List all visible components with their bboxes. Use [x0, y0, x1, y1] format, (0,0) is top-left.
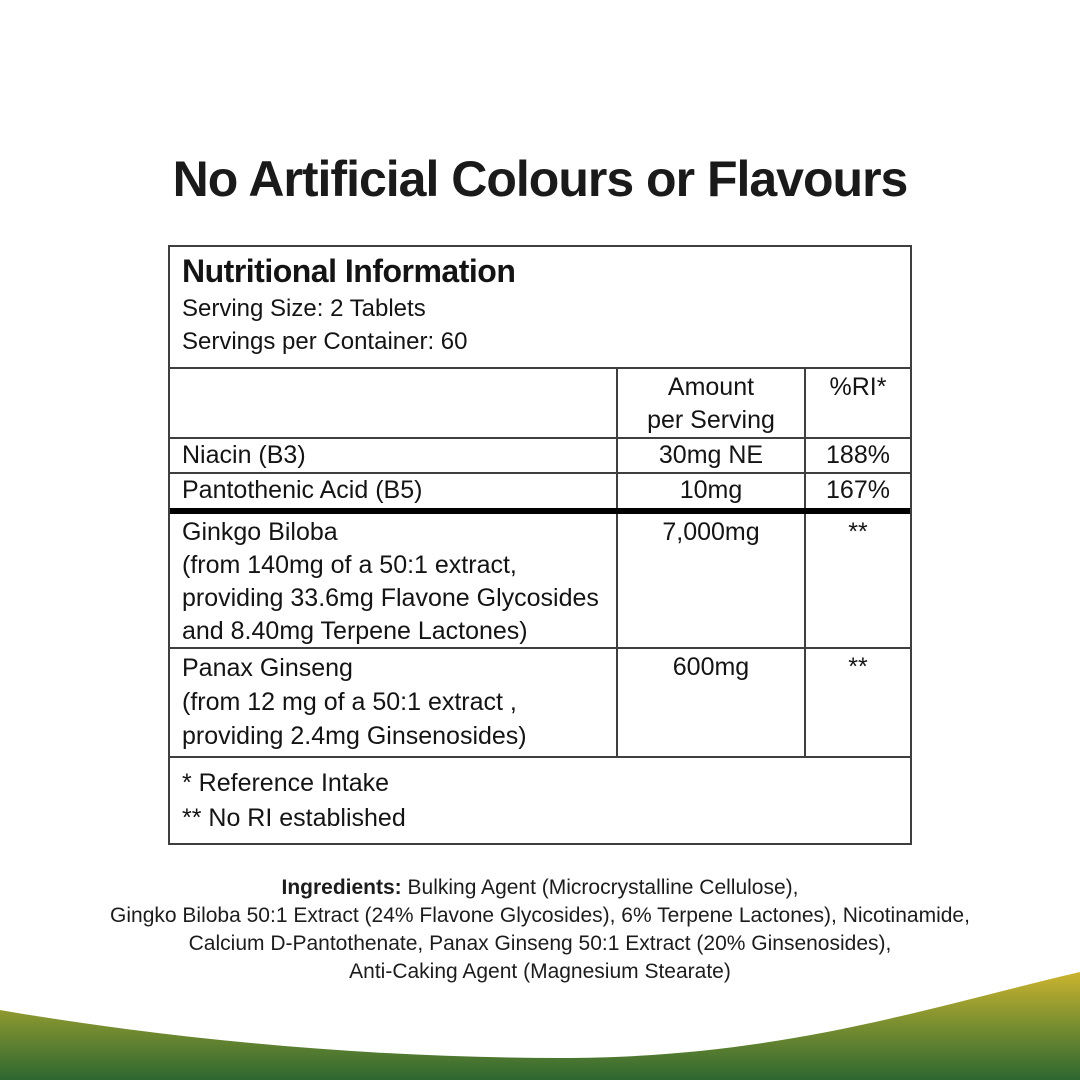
ingredients-line: Gingko Biloba 50:1 Extract (24% Flavone Glycosides), 6% Terpene Lactones), Nicotinamide, [110, 904, 970, 927]
table-row-niacin [170, 439, 910, 474]
bottom-wave-decoration [0, 965, 1080, 1080]
ingredients-line1-text: Bulking Agent (Microcrystalline Cellulose), [401, 876, 799, 899]
nutrient-amount: 30mg NE [616, 439, 804, 472]
nutrient-amount: 7,000mg [616, 514, 804, 647]
table-row-pantothenic-acid [170, 474, 910, 514]
nutrient-name-line: Ginkgo Biloba [182, 518, 338, 546]
nutrient-ri: 188% [804, 439, 910, 472]
servings-per-container-text: Servings per Container: 60 [182, 328, 468, 355]
nutrient-name: Pantothenic Acid (B5) [182, 476, 423, 504]
column-header-row [170, 369, 910, 439]
table-row-panax-ginseng [170, 649, 910, 758]
footnote-reference-intake: * Reference Intake [182, 769, 390, 797]
nutrition-panel [168, 245, 912, 845]
footnote-no-ri: ** No RI established [182, 804, 406, 832]
nutrient-ri: ** [804, 514, 910, 647]
table-row-ginkgo-biloba [170, 514, 910, 649]
footnotes-block [170, 758, 910, 843]
column-header-amount [616, 369, 804, 437]
nutrient-ri: 167% [804, 474, 910, 508]
nutrient-name-line: (from 12 mg of a 50:1 extract , [182, 688, 517, 716]
nutrient-name [170, 514, 616, 647]
nutrient-name-line: providing 2.4mg Ginsenosides) [182, 722, 527, 750]
panel-heading: Nutritional Information [182, 253, 516, 289]
column-header-ri: %RI* [804, 369, 910, 437]
column-header-amount-line1: Amount [667, 373, 755, 401]
nutrient-name-line: providing 33.6mg Flavone Glycosides [182, 584, 599, 612]
nutrient-name: Niacin (B3) [182, 441, 306, 469]
nutrient-name-line: Panax Ginseng [182, 654, 353, 682]
column-header-amount-line2: per Serving [647, 406, 775, 434]
nutrient-name-line: and 8.40mg Terpene Lactones) [182, 617, 528, 645]
nutrient-name-line: (from 140mg of a 50:1 extract, [182, 551, 517, 579]
page-title: No Artificial Colours or Flavours [172, 151, 908, 207]
nutrient-amount: 10mg [616, 474, 804, 508]
ingredients-line: Calcium D-Pantothenate, Panax Ginseng 50:1 Extract (20% Ginsenosides), [188, 932, 892, 955]
wave-shape [0, 972, 1080, 1080]
column-header-blank-cell [170, 369, 616, 437]
ingredients-line [0, 874, 1080, 902]
nutrient-ri: ** [804, 649, 910, 756]
ingredients-line: Anti-Caking Agent (Magnesium Stearate) [349, 960, 731, 983]
ingredients-label: Ingredients: [281, 876, 402, 899]
serving-size-text: Serving Size: 2 Tablets [182, 295, 426, 322]
nutrient-name [170, 649, 616, 756]
nutrient-amount: 600mg [616, 649, 804, 756]
panel-header-block [170, 247, 910, 369]
